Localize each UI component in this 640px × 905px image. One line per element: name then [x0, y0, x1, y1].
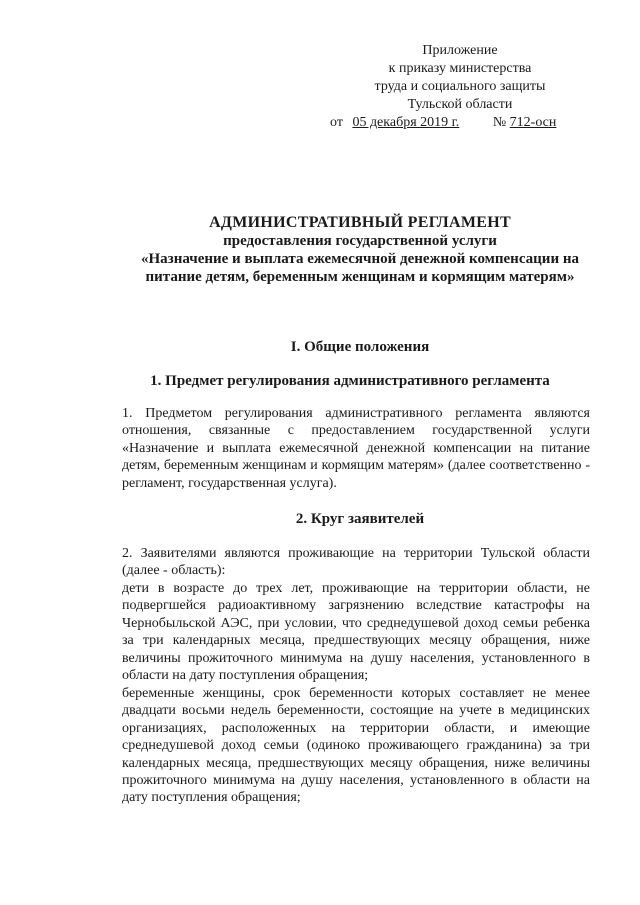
section-subject-heading: 1. Предмет регулирования административного регламента: [150, 373, 550, 389]
paragraph-2: 2. Заявителями являются проживающие на территории Тульской области (далее - область):: [122, 546, 590, 579]
order-number: 712-осн: [509, 115, 557, 130]
order-date: 05 декабря 2019 г.: [352, 115, 460, 130]
document-title: [90, 214, 630, 286]
section-applicants-heading: 2. Круг заявителей: [295, 511, 425, 527]
region-name: Тульской области: [407, 97, 513, 112]
title-line-3: «Назначение и выплата ежемесячной денежной компенсации на: [141, 251, 579, 267]
title-line-2: предоставления государственной услуги: [223, 233, 497, 249]
ministry-name: труда и социального защиты: [374, 79, 546, 94]
date-prefix: от: [330, 115, 343, 130]
appendix-header: [330, 42, 590, 114]
paragraph-1: 1. Предметом регулирования административного регламента являются отношения, связанные с предоставлением государственной услуги «Назначение и выплата ежемесячной денежной компенсации на питание детям, беременным женщинам и кормящим матерям» (далее соответственно - регламент, государственная услуга).: [122, 406, 590, 491]
number-prefix: №: [492, 115, 507, 130]
order-reference: к приказу министерства: [388, 61, 532, 76]
section-general-heading: I. Общие положения: [290, 339, 430, 355]
paragraph-3: дети в возрасте до трех лет, проживающие на территории области, не подвергшейся радиоактивному загрязнению вследствие катастрофы на Чернобыльской АЭС, при условии, что среднедушевой доход семьи ребенка за три календарных месяца, предшествующих месяцу обращения, ниже величины прожиточного минимума на душу населения, установленного в области на дату поступления обращения;: [122, 581, 590, 684]
title-line-1: АДМИНИСТРАТИВНЫЙ РЕГЛАМЕНТ: [209, 214, 511, 231]
paragraph-4: беременные женщины, срок беременности которых составляет не менее двадцати восьми недель беременности, состоящие на учете в медицинских организациях, расположенных на территории области, и имеющие среднедушевой доход семьи (одиноко проживающего гражданина) за три календарных месяца, предшествующих месяцу обращения, ниже величины прожиточного минимума на душу населения, установленного в области на дату поступления обращения;: [122, 686, 590, 806]
order-date-line: [330, 114, 590, 132]
title-line-4: питание детям, беременным женщинам и кормящим матерям»: [145, 269, 575, 285]
appendix-label: Приложение: [422, 43, 498, 58]
